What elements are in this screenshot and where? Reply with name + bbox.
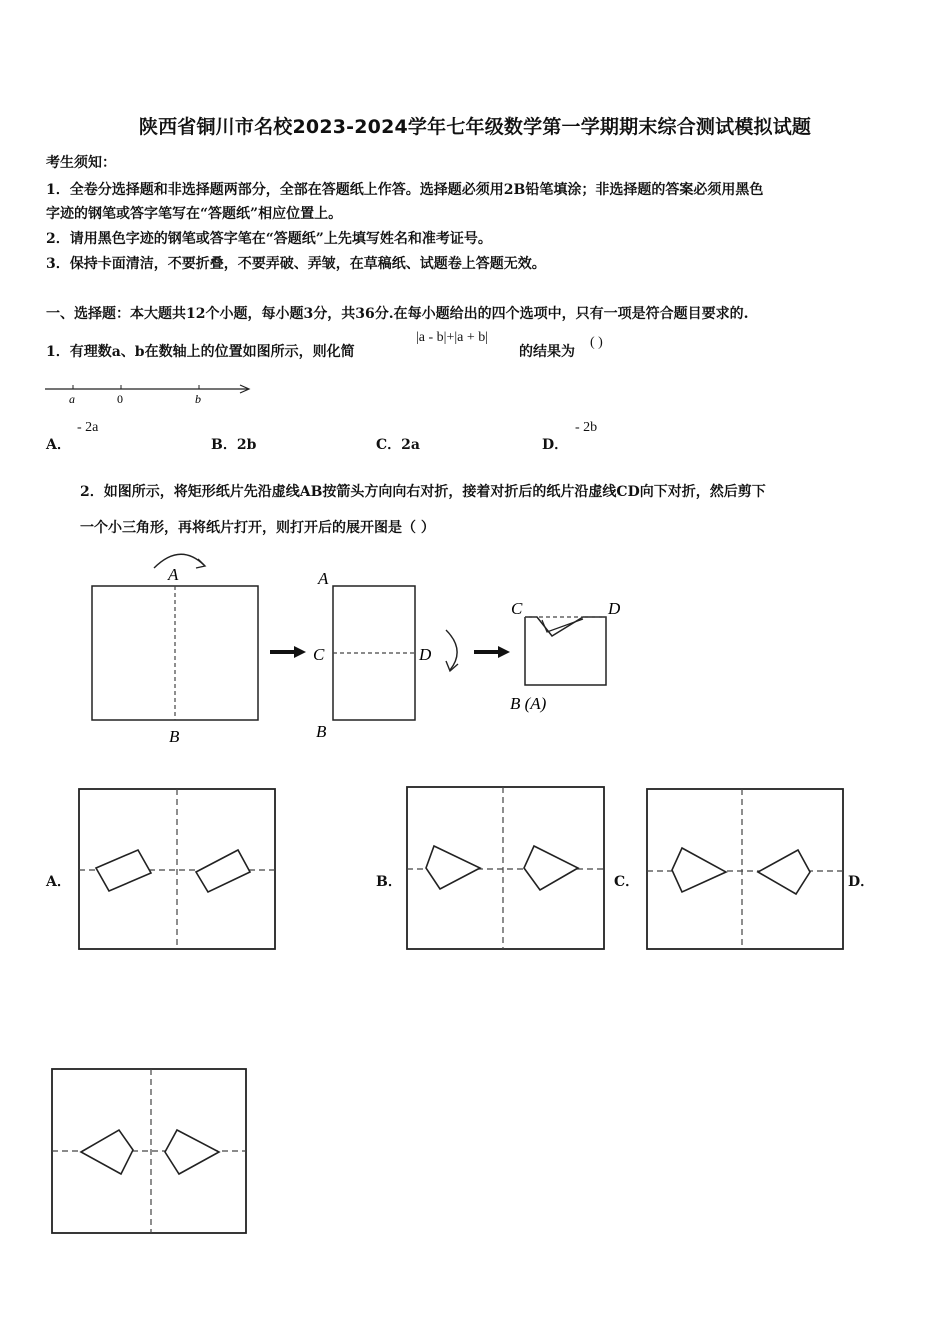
q1-stem: 1．有理数a、b在数轴上的位置如图所示，则化简 bbox=[46, 344, 355, 360]
notice-item-1: 1．全卷分选择题和非选择题两部分，全部在答题纸上作答。选择题必须用2B铅笔填涂；非选择题的答案必须用黑色 bbox=[46, 182, 764, 198]
q1-option-c[interactable]: C．2a bbox=[376, 437, 420, 453]
q2-option-b-figure[interactable] bbox=[406, 786, 606, 952]
q1-option-a-label[interactable]: A． bbox=[46, 437, 71, 453]
process-arrow-1 bbox=[270, 646, 306, 658]
notice-heading: 考生须知： bbox=[46, 155, 116, 171]
label-D: D bbox=[419, 645, 432, 664]
page-title: 陕西省铜川市名校2023-2024学年七年级数学第一学期期末综合测试模拟试题 bbox=[138, 116, 812, 138]
label-D-step3: D bbox=[608, 599, 621, 618]
q2-stem-line1: 2．如图所示，将矩形纸片先沿虚线AB按箭头方向向右对折，接着对折后的纸片沿虚线CD向下对折，然后剪下 bbox=[80, 484, 766, 500]
q2-option-c-figure[interactable] bbox=[646, 788, 846, 952]
q1-stem-end: 的结果为 bbox=[519, 344, 575, 360]
notice-item-3: 3．保持卡面清洁，不要折叠，不要弄破、弄皱，在草稿纸、试题卷上答题无效。 bbox=[46, 256, 546, 272]
label-A-step2: A bbox=[318, 569, 329, 588]
label-C-step3: C bbox=[511, 599, 523, 618]
label-C: C bbox=[313, 645, 325, 664]
q2-option-b[interactable]: B． bbox=[376, 874, 402, 890]
label-B-step2: B bbox=[316, 722, 327, 741]
label-B: B bbox=[169, 727, 180, 746]
number-line-label-a: a bbox=[69, 392, 75, 406]
fold-step-2 bbox=[313, 569, 458, 741]
q1-answer-paren: ( ) bbox=[590, 335, 603, 350]
q2-option-c[interactable]: C． bbox=[614, 874, 640, 890]
notice-item-2: 2．请用黑色字迹的钢笔或答字笔在“答题纸”上先填写姓名和准考证号。 bbox=[46, 231, 492, 247]
q2-option-a-figure[interactable] bbox=[78, 788, 278, 952]
number-line-label-0: 0 bbox=[117, 392, 123, 406]
fold-step-3 bbox=[510, 599, 621, 713]
q1-expression: |a - b|+|a + b| bbox=[416, 330, 489, 345]
section-heading: 一、选择题：本大题共12个小题，每小题3分，共36分.在每小题给出的四个选项中，只有一项是符合题目要求的. bbox=[46, 306, 749, 322]
q2-stem-line2: 一个小三角形，再将纸片打开，则打开后的展开图是（ ） bbox=[80, 520, 435, 536]
q2-option-d-figure[interactable] bbox=[51, 1068, 249, 1236]
q1-option-a-value: - 2a bbox=[77, 420, 99, 435]
fold-step-1 bbox=[92, 554, 258, 746]
q1-option-b[interactable]: B．2b bbox=[211, 437, 257, 453]
notice-item-1-cont: 字迹的钢笔或答字笔写在“答题纸”相应位置上。 bbox=[46, 206, 343, 222]
label-A: A bbox=[168, 565, 179, 584]
label-BA: B (A) bbox=[510, 694, 547, 713]
process-arrow-2 bbox=[474, 646, 510, 658]
q2-option-d[interactable]: D． bbox=[848, 874, 875, 890]
q1-option-d-label[interactable]: D． bbox=[542, 437, 569, 453]
q1-option-d-value: - 2b bbox=[575, 420, 598, 435]
q2-option-a[interactable]: A． bbox=[46, 874, 71, 890]
number-line-label-b: b bbox=[195, 392, 201, 406]
